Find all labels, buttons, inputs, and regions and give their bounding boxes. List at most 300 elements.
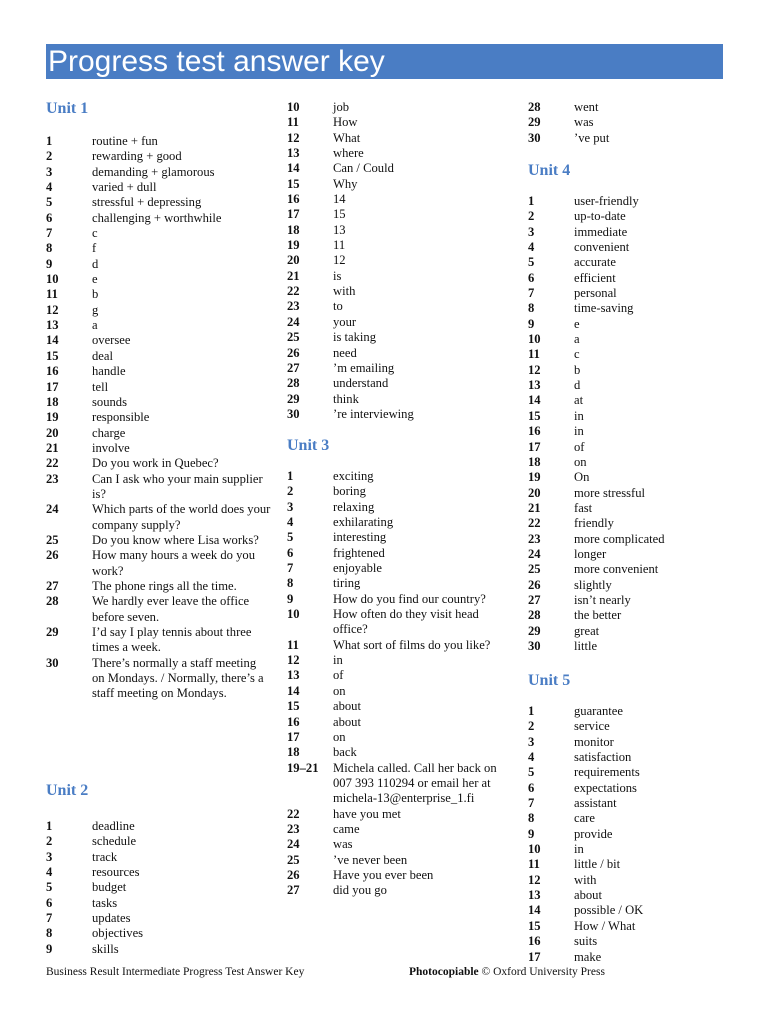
answer-text: time-saving: [574, 301, 634, 316]
answer-row: [287, 115, 512, 130]
answer-row: [46, 533, 271, 548]
question-number: 25: [46, 532, 59, 547]
answer-row: [528, 209, 738, 224]
answer-text: relaxing: [333, 499, 375, 514]
question-number: 13: [528, 378, 541, 393]
answer-row: [287, 500, 512, 515]
answer-text: possible / OK: [574, 903, 644, 918]
question-number: 24: [46, 502, 59, 517]
question-number: 22: [46, 456, 59, 471]
question-number: 3: [46, 849, 53, 864]
answer-row: [287, 161, 512, 176]
question-number: 9: [46, 941, 53, 956]
answer-text: c: [574, 347, 580, 362]
question-number: 29: [287, 391, 300, 406]
question-number: 29: [528, 623, 541, 638]
answer-text: Michela called. Call her back on 007 393 110294 or email her at michela-13@enterprise_1.fi: [333, 760, 497, 806]
answer-row: [528, 332, 738, 347]
answer-text: was: [574, 115, 594, 130]
answer-text: was: [333, 837, 353, 852]
question-number: 17: [287, 207, 300, 222]
answer-text: Which parts of the world does your company supply?: [92, 502, 271, 532]
question-number: 3: [528, 734, 535, 749]
answer-row: [287, 837, 512, 852]
answer-text: challenging + worthwhile: [92, 210, 222, 225]
question-number: 1: [528, 704, 535, 718]
answer-row: [46, 819, 271, 834]
question-number: 10: [46, 272, 59, 287]
answer-text: What: [333, 130, 361, 145]
answer-text: resources: [92, 865, 140, 880]
question-number: 17: [287, 729, 300, 744]
answer-text: accurate: [574, 255, 616, 270]
answer-text: at: [574, 393, 584, 408]
question-number: 19–21: [287, 760, 319, 775]
answer-text: sounds: [92, 394, 127, 409]
question-number: 23: [46, 471, 59, 486]
answer-row: [46, 226, 271, 241]
answer-text: exciting: [333, 469, 374, 483]
answer-row: [46, 395, 271, 410]
answer-row: [46, 380, 271, 395]
answer-text: slightly: [574, 577, 612, 592]
answer-row: [287, 853, 512, 868]
unit-heading: Unit 4: [528, 162, 571, 179]
copyright-text: © Oxford University Press: [481, 966, 605, 978]
answer-row: [287, 192, 512, 207]
question-number: 11: [46, 287, 58, 302]
answer-text: deadline: [92, 819, 135, 833]
footer-course-title: Business Result Intermediate Progress Test Answer Key: [46, 966, 305, 978]
answer-row: [287, 653, 512, 668]
question-number: 19: [46, 410, 59, 425]
answer-row: [528, 317, 738, 332]
answer-text: schedule: [92, 834, 137, 849]
answer-text: isn’t nearly: [574, 592, 631, 607]
question-number: 26: [287, 345, 300, 360]
answer-text: charge: [92, 425, 126, 440]
answer-row: [46, 456, 271, 471]
answer-text: assistant: [574, 796, 617, 811]
answer-row: [287, 346, 512, 361]
answer-text: about: [333, 714, 361, 729]
question-number: 8: [287, 576, 294, 591]
answer-row: [287, 223, 512, 238]
question-number: 14: [287, 161, 300, 176]
answer-text: g: [92, 302, 99, 317]
question-number: 7: [528, 286, 535, 301]
question-number: 18: [287, 745, 300, 760]
answer-row: [528, 765, 738, 780]
answer-row: [528, 347, 738, 362]
answer-row: [46, 834, 271, 849]
answer-text: How often do they visit head office?: [333, 607, 479, 637]
question-number: 13: [287, 146, 300, 161]
answer-text: d: [92, 256, 99, 271]
question-number: 11: [287, 637, 299, 652]
answer-text: convenient: [574, 240, 630, 255]
answer-row: [528, 424, 738, 439]
question-number: 29: [528, 115, 541, 130]
question-number: 16: [287, 192, 300, 207]
answer-row: [528, 593, 738, 608]
question-number: 15: [287, 176, 300, 191]
answer-row: [46, 548, 271, 579]
answer-text: 14: [333, 192, 346, 207]
answer-row: [528, 719, 738, 734]
answer-text: What sort of films do you like?: [333, 637, 491, 652]
answer-text: enjoyable: [333, 561, 382, 576]
question-number: 15: [528, 408, 541, 423]
answer-text: rewarding + good: [92, 149, 182, 164]
answer-row: [528, 903, 738, 918]
question-number: 9: [46, 256, 53, 271]
answer-text: provide: [574, 826, 613, 841]
answer-text: ’m emailing: [333, 360, 395, 375]
question-number: 27: [46, 578, 59, 593]
answer-row: [528, 501, 738, 516]
answer-text: your: [333, 314, 357, 329]
answer-text: on: [333, 683, 346, 698]
answer-row: [287, 807, 512, 822]
answer-row: [528, 255, 738, 270]
answer-row: [46, 272, 271, 287]
answer-text: on: [574, 454, 587, 469]
answer-text: a: [574, 332, 580, 347]
question-number: 5: [528, 765, 535, 780]
footer-copyright: [409, 966, 605, 978]
answer-text: How do you find our country?: [333, 591, 486, 606]
question-number: 15: [46, 348, 59, 363]
question-number: 10: [287, 607, 300, 622]
question-number: 27: [287, 883, 300, 898]
question-number: 2: [46, 149, 53, 164]
answer-row: [287, 730, 512, 745]
answer-row: [46, 579, 271, 594]
question-number: 6: [528, 780, 535, 795]
question-number: 22: [287, 284, 300, 299]
answer-list: [528, 194, 738, 654]
answer-row: [528, 827, 738, 842]
answer-text: There’s normally a staff meeting on Mondays. / Normally, there’s a staff meeting on Mondays.: [92, 655, 264, 701]
question-number: 28: [528, 608, 541, 623]
question-number: 22: [287, 806, 300, 821]
answer-text: 13: [333, 222, 346, 237]
answer-row: [287, 607, 512, 638]
answer-text: Do you know where Lisa works?: [92, 532, 259, 547]
answer-text: b: [92, 287, 99, 302]
answer-text: varied + dull: [92, 180, 157, 195]
answer-text: On: [574, 470, 590, 485]
answer-text: up-to-date: [574, 209, 626, 224]
unit-heading: Unit 2: [46, 782, 89, 799]
question-number: 5: [287, 530, 294, 545]
answer-text: Can / Could: [333, 161, 394, 176]
question-number: 21: [287, 268, 300, 283]
answer-row: [287, 207, 512, 222]
answer-row: [287, 376, 512, 391]
question-number: 6: [287, 545, 294, 560]
question-number: 20: [528, 485, 541, 500]
question-number: 21: [528, 500, 541, 515]
answer-row: [46, 880, 271, 895]
question-number: 3: [287, 499, 294, 514]
answer-row: [287, 561, 512, 576]
answer-row: [287, 684, 512, 699]
question-number: 29: [46, 625, 59, 639]
question-number: 19: [287, 238, 300, 253]
answer-text: Do you work in Quebec?: [92, 456, 219, 471]
answer-row: [46, 211, 271, 226]
answer-text: involve: [92, 440, 130, 455]
answer-text: I’d say I play tennis about three times a week.: [92, 625, 252, 655]
answer-text: tasks: [92, 895, 118, 910]
answer-row: [528, 950, 738, 965]
answer-text: guarantee: [574, 704, 623, 718]
answer-row: [46, 134, 271, 149]
answer-text: need: [333, 345, 357, 360]
answer-row: [528, 131, 738, 146]
answer-row: [528, 578, 738, 593]
question-number: 4: [528, 240, 535, 255]
question-number: 8: [528, 811, 535, 826]
question-number: 23: [287, 821, 300, 836]
answer-text: with: [333, 284, 356, 299]
answer-row: [287, 592, 512, 607]
answer-row: [287, 546, 512, 561]
answer-text: great: [574, 623, 600, 638]
answer-text: more convenient: [574, 562, 659, 577]
answer-row: [528, 781, 738, 796]
answer-text: service: [574, 719, 610, 734]
answer-row: [287, 868, 512, 883]
answer-row: [287, 668, 512, 683]
answer-text: Why: [333, 176, 358, 191]
answer-row: [46, 926, 271, 941]
question-number: 15: [528, 918, 541, 933]
answer-row: [528, 100, 738, 115]
answer-text: in: [574, 842, 584, 857]
answer-row: [528, 888, 738, 903]
question-number: 12: [46, 302, 59, 317]
question-number: 2: [287, 484, 294, 499]
question-number: 9: [528, 316, 535, 331]
answer-text: e: [574, 316, 580, 331]
question-number: 10: [287, 100, 300, 114]
question-number: 30: [46, 655, 59, 670]
answer-text: 12: [333, 253, 346, 268]
question-number: 20: [46, 425, 59, 440]
answer-row: [528, 378, 738, 393]
answer-row: [46, 257, 271, 272]
answer-row: [287, 576, 512, 591]
answer-row: [46, 850, 271, 865]
answer-text: d: [574, 378, 581, 393]
question-number: 26: [528, 577, 541, 592]
question-number: 16: [528, 934, 541, 949]
question-number: 4: [287, 515, 294, 530]
answer-row: [46, 287, 271, 302]
answer-row: [46, 426, 271, 441]
answer-text: How many hours a week do you work?: [92, 548, 255, 578]
question-number: 1: [46, 819, 53, 833]
question-number: 7: [287, 561, 294, 576]
answer-text: routine + fun: [92, 134, 158, 148]
answer-row: [287, 100, 512, 115]
question-number: 12: [528, 872, 541, 887]
answer-row: [46, 149, 271, 164]
answer-row: [287, 515, 512, 530]
answer-list: [287, 100, 512, 422]
question-number: 14: [528, 903, 541, 918]
answer-text: on: [333, 729, 346, 744]
answer-row: [46, 318, 271, 333]
answer-text: The phone rings all the time.: [92, 578, 237, 593]
question-number: 14: [528, 393, 541, 408]
answer-text: came: [333, 821, 360, 836]
answer-text: track: [92, 849, 118, 864]
answer-row: [46, 865, 271, 880]
question-number: 30: [528, 638, 541, 653]
answer-row: [287, 315, 512, 330]
answer-text: efficient: [574, 270, 616, 285]
question-number: 17: [46, 379, 59, 394]
question-number: 26: [46, 548, 59, 563]
answer-row: [46, 625, 271, 656]
page-title: Progress test answer key: [46, 44, 723, 79]
question-number: 17: [528, 949, 541, 964]
answer-row: [528, 608, 738, 623]
answer-text: suits: [574, 934, 598, 949]
question-number: 10: [528, 332, 541, 347]
answer-text: demanding + glamorous: [92, 164, 215, 179]
answer-row: [287, 715, 512, 730]
answer-text: about: [333, 699, 361, 714]
answer-row: [528, 532, 738, 547]
unit-heading: Unit 3: [287, 437, 330, 454]
question-number: 1: [287, 469, 294, 483]
answer-row: [528, 873, 738, 888]
answer-text: 11: [333, 238, 346, 253]
answer-row: [46, 410, 271, 425]
answer-row: [46, 472, 271, 503]
question-number: 28: [46, 594, 59, 609]
answer-text: deal: [92, 348, 113, 363]
answer-row: [46, 180, 271, 195]
answer-text: the better: [574, 608, 622, 623]
answer-row: [287, 484, 512, 499]
answer-text: more complicated: [574, 531, 665, 546]
answer-text: make: [574, 949, 602, 964]
question-number: 11: [528, 857, 540, 872]
question-number: 7: [528, 796, 535, 811]
answer-text: tiring: [333, 576, 361, 591]
answer-row: [46, 303, 271, 318]
answer-text: of: [574, 439, 585, 454]
answer-row: [528, 115, 738, 130]
answer-text: objectives: [92, 926, 144, 941]
answer-row: [528, 486, 738, 501]
answer-text: about: [574, 888, 602, 903]
answer-row: [528, 271, 738, 286]
answer-text: ’ve never been: [333, 852, 408, 867]
question-number: 6: [528, 270, 535, 285]
answer-row: [46, 333, 271, 348]
question-number: 25: [528, 562, 541, 577]
answer-text: oversee: [92, 333, 131, 348]
question-number: 7: [46, 911, 53, 926]
answer-row: [528, 919, 738, 934]
answer-row: [528, 562, 738, 577]
answer-row: [287, 407, 512, 422]
answer-text: exhilarating: [333, 515, 394, 530]
answer-text: of: [333, 668, 344, 683]
question-number: 14: [46, 333, 59, 348]
answer-row: [287, 330, 512, 345]
answer-row: [287, 469, 512, 484]
question-number: 2: [528, 209, 535, 224]
answer-text: where: [333, 146, 364, 161]
answer-text: handle: [92, 364, 126, 379]
question-number: 3: [528, 224, 535, 239]
question-number: 24: [287, 314, 300, 329]
unit-heading: Unit 5: [528, 672, 571, 689]
answer-text: ’re interviewing: [333, 406, 414, 421]
answer-row: [528, 547, 738, 562]
answer-text: skills: [92, 941, 119, 956]
answer-row: [528, 301, 738, 316]
question-number: 1: [46, 134, 53, 148]
answer-row: [46, 911, 271, 926]
answer-row: [528, 639, 738, 654]
answer-text: in: [574, 408, 584, 423]
question-number: 15: [287, 699, 300, 714]
answer-text: longer: [574, 546, 607, 561]
answer-text: user-friendly: [574, 194, 639, 208]
answer-row: [287, 284, 512, 299]
answer-row: [287, 269, 512, 284]
answer-row: [528, 842, 738, 857]
answer-row: [287, 361, 512, 376]
answer-text: satisfaction: [574, 750, 632, 765]
answer-row: [528, 363, 738, 378]
answer-row: [528, 470, 738, 485]
question-number: 12: [528, 362, 541, 377]
answer-text: c: [92, 226, 98, 241]
answer-row: [287, 883, 512, 898]
question-number: 30: [287, 406, 300, 421]
question-number: 13: [287, 668, 300, 683]
answer-text: Have you ever been: [333, 867, 434, 882]
answer-row: [287, 638, 512, 653]
question-number: 2: [528, 719, 535, 734]
answer-list: [46, 134, 271, 702]
answer-row: [528, 455, 738, 470]
question-number: 17: [528, 439, 541, 454]
answer-list: [528, 100, 738, 146]
answer-text: is: [333, 268, 342, 283]
question-number: 24: [528, 546, 541, 561]
answer-text: more stressful: [574, 485, 645, 500]
answer-text: boring: [333, 484, 366, 499]
answer-row: [528, 704, 738, 719]
answer-row: [287, 238, 512, 253]
answer-text: is taking: [333, 330, 377, 345]
answer-list: [528, 704, 738, 965]
question-number: 4: [46, 180, 53, 195]
question-number: 18: [46, 394, 59, 409]
question-number: 26: [287, 867, 300, 882]
